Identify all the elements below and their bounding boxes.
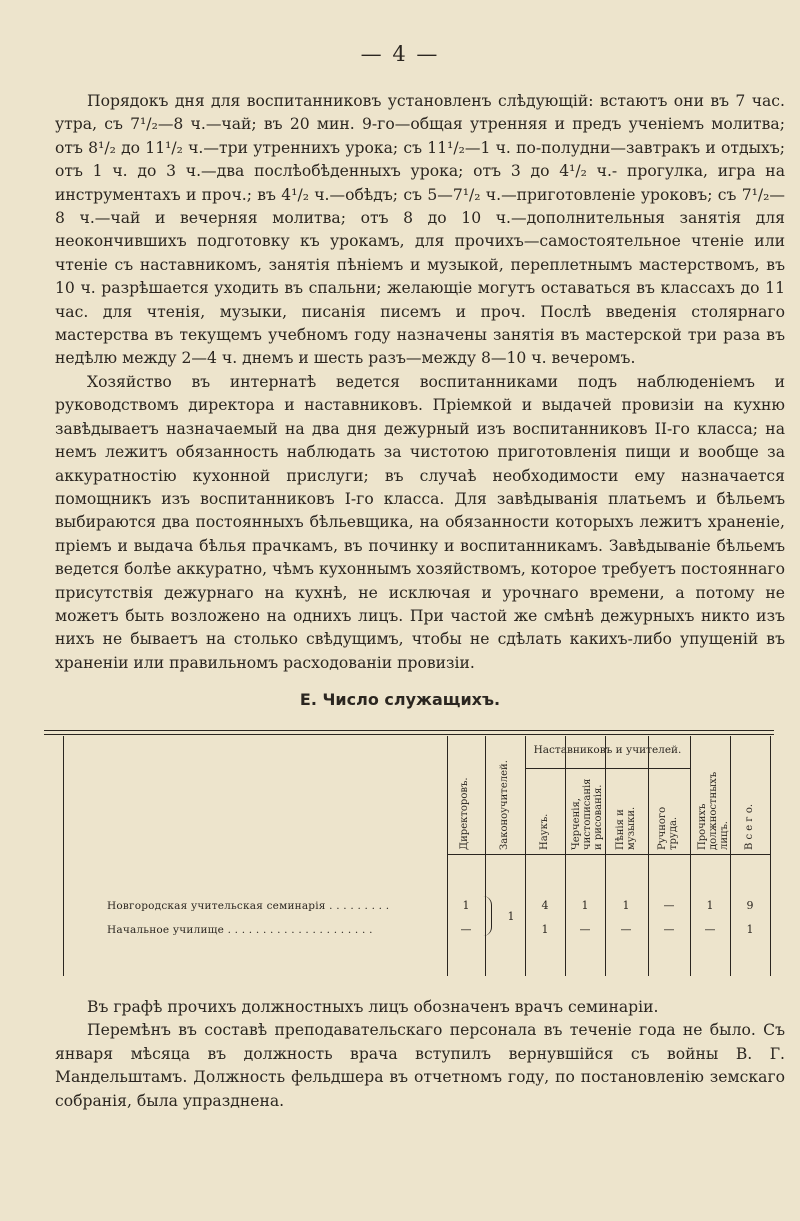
header-manual: Ручного труда.	[657, 806, 679, 850]
law-teachers-brace	[483, 896, 492, 936]
section-heading: Е. Число служащихъ.	[299, 690, 501, 709]
header-total: В с е г о.	[744, 803, 755, 850]
cell-school-sciences: 1	[541, 923, 549, 936]
paragraph-personnel-changes: Перемѣнъ въ составѣ преподавательскаго персонала въ теченіе года не было. Съ января мѣсяца въ должность врача вступилъ вернувшійся съ войны В. Г. Мандельштамъ. Должность фельдшера въ отчетномъ году, по постановленію земскаго собранія, была упразднена.	[55, 1021, 785, 1110]
cell-seminary-singing: 1	[622, 899, 630, 912]
row-label-school: Начальное училище . . . . . . . . . . . . . . . . . . . . .	[107, 924, 373, 936]
header-singing: Пѣнія и музыки.	[615, 806, 637, 850]
cell-school-directors: —	[460, 923, 472, 936]
row-label-seminary: Новгородская учительская семинарія . . . . . . . . .	[107, 900, 390, 912]
cell-seminary-sciences: 4	[541, 899, 549, 912]
cell-seminary-drawing: 1	[581, 899, 589, 912]
header-group-teachers: Наставниковъ и учителей.	[533, 744, 682, 756]
table-top-rule	[44, 730, 774, 731]
body-text-bottom	[55, 996, 785, 1113]
cell-law-teachers-shared: 1	[507, 910, 515, 923]
cell-school-total: 1	[746, 923, 754, 936]
table-top-rule-inner	[44, 734, 774, 735]
cell-seminary-manual: —	[663, 899, 675, 912]
header-other: Прочихъ должностныхъ лицъ.	[697, 771, 730, 850]
cell-school-other: —	[704, 923, 716, 936]
header-directors: Директоровъ.	[459, 777, 470, 850]
body-text-top	[55, 90, 785, 675]
cell-school-manual: —	[663, 923, 675, 936]
cell-seminary-total: 9	[746, 899, 754, 912]
cell-seminary-directors: 1	[462, 899, 470, 912]
staff-table	[63, 736, 771, 976]
paragraph-other-staff-note: Въ графѣ прочихъ должностныхъ лицъ обозначенъ врачъ семинаріи.	[87, 998, 659, 1016]
cell-school-singing: —	[620, 923, 632, 936]
page-number: — 4 —	[360, 42, 440, 66]
cell-seminary-other: 1	[706, 899, 714, 912]
cell-school-drawing: —	[579, 923, 591, 936]
header-drawing: Черченія, чистописанія и рисованія.	[571, 778, 604, 850]
header-sciences: Наукъ.	[539, 813, 550, 850]
paragraph-daily-schedule: Порядокъ дня для воспитанниковъ установленъ слѣдующій: встаютъ они въ 7 час. утра, съ 7¹/₂—8 ч.—чай; въ 20 мин. 9-го—общая утренняя и предъ ученіемъ молитва; отъ 8¹/₂ до 11¹/₂ ч.—три утреннихъ урока; съ 11¹/₂—1 ч. по-полудни—завтракъ и отдыхъ; отъ 1 ч. до 3 ч.—два послѣобѣденныхъ урока; отъ 3 до 4¹/₂ ч.- прогулка, игра на инструментахъ и проч.; въ 4¹/₂ ч.—обѣдъ; съ 5—7¹/₂ ч.—приготовленіе уроковъ; съ 7¹/₂—8 ч.—чай и вечерняя молитва; отъ 8 до 10 ч.—дополнительныя занятія для неокончившихъ подготовку къ урокамъ, для прочихъ—самостоятельное чтеніе или чтеніе съ наставникомъ, занятія пѣніемъ и музыкой, переплетнымъ мастерствомъ, въ 10 ч. разрѣшается уходить въ спальни; желающіе могутъ оставаться въ классахъ до 11 час. для чтенія, музыки, писанія писемъ и проч. Послѣ введенія столярнаго мастерства въ текущемъ учебномъ году назначены занятія въ мастерской три раза въ недѣлю между 2—4 ч. днемъ и шесть разъ—между 8—10 ч. вечеромъ.	[55, 92, 785, 368]
paragraph-household: Хозяйство въ интернатѣ ведется воспитанниками подъ наблюденіемъ и руководствомъ директора и наставниковъ. Пріемкой и выдачей провизіи на кухню завѣдываетъ назначаемый на два дня дежурный изъ воспитанниковъ II-го класса; на немъ лежитъ обязанность наблюдать за чистотою приготовленія пищи и вообще за аккуратностію кухонной прислуги; въ случаѣ необходимости ему назначается помощникъ изъ воспитанниковъ I-го класса. Для завѣдыванія платьемъ и бѣльемъ выбираются два постоянныхъ бѣльевщика, на обязанности которыхъ лежитъ храненіе, пріемъ и выдача бѣлья прачкамъ, въ починку и воспитанникамъ. Завѣдываніе бѣльемъ ведется болѣе аккуратно, чѣмъ кухоннымъ хозяйствомъ, которое требуетъ постояннаго присутствія дежурнаго на кухнѣ, не исключая и урочнаго времени, а потому не можетъ быть возложено на однихъ лицъ. При частой же смѣнѣ дежурныхъ никто изъ нихъ не бываетъ на столько свѣдущимъ, чтобы не сдѣлать какихъ-либо упущеній въ храненіи или правильномъ расходованіи провизіи.	[55, 372, 785, 672]
header-law-teachers: Законоучителей.	[499, 760, 510, 850]
